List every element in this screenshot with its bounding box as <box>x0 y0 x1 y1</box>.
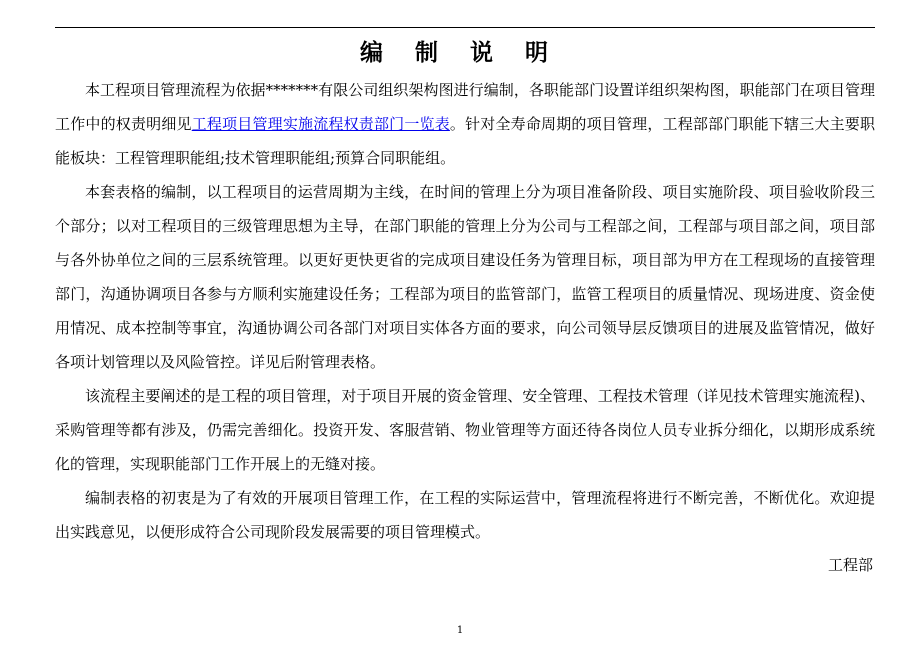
document-title: 编 制 说 明 <box>359 39 561 66</box>
document-body <box>55 73 875 549</box>
page-number: 1 <box>456 625 464 636</box>
paragraph-3: 该流程主要阐述的是工程的项目管理，对于项目开展的资金管理、安全管理、工程技术管理（详见技术管理实施流程)、采购管理等都有涉及，仍需完善细化。投资开发、客服营销、物业管理等方面还待各岗位人员专业拆分细化，以期形成系统化的管理，实现职能部门工作开展上的无缝对接。 <box>55 387 875 473</box>
paragraph-4: 编制表格的初衷是为了有效的开展项目管理工作，在工程的实际运营中，管理流程将进行不断完善，不断优化。欢迎提出实践意见，以便形成符合公司现阶段发展需要的项目管理模式。 <box>55 489 875 541</box>
department-signature: 工程部 <box>827 556 873 574</box>
paragraph-2: 本套表格的编制，以工程项目的运营周期为主线，在时间的管理上分为项目准备阶段、项目实施阶段、项目验收阶段三个部分；以对工程项目的三级管理思想为主导，在部门职能的管理上分为公司与工程部之间，工程部与项目部之间，项目部与各外协单位之间的三层系统管理。以更好更快更省的完成项目建设任务为管理目标，项目部为甲方在工程现场的直接管理部门，沟通协调项目各参与方顺利实施建设任务；工程部为项目的监管部门，监管工程项目的质量情况、现场进度、资金使用情况、成本控制等事宜，沟通协调公司各部门对项目实体各方面的要求，向公司领导层反馈项目的进展及监管情况，做好各项计划管理以及风险管控。详见后附管理表格。 <box>55 183 875 371</box>
paragraph-1 <box>55 73 875 175</box>
paragraph-1-text-end: 。针对全寿命周期的项目管理，工程部部门职能下辖三大主要职能板块：工程管理职能组;技术管理职能组;预算合同职能组。 <box>55 115 875 167</box>
responsibility-table-link[interactable]: 工程项目管理实施流程权责部门一览表 <box>191 115 450 133</box>
header-rule <box>55 27 875 28</box>
paragraph-1-text-start: 本工程项目管理流程为依据*******有限公司组织架构图进行编制，各职能部门设置详组织架构图，职能部门在项目管理工作中的权责明细见 <box>55 81 875 133</box>
